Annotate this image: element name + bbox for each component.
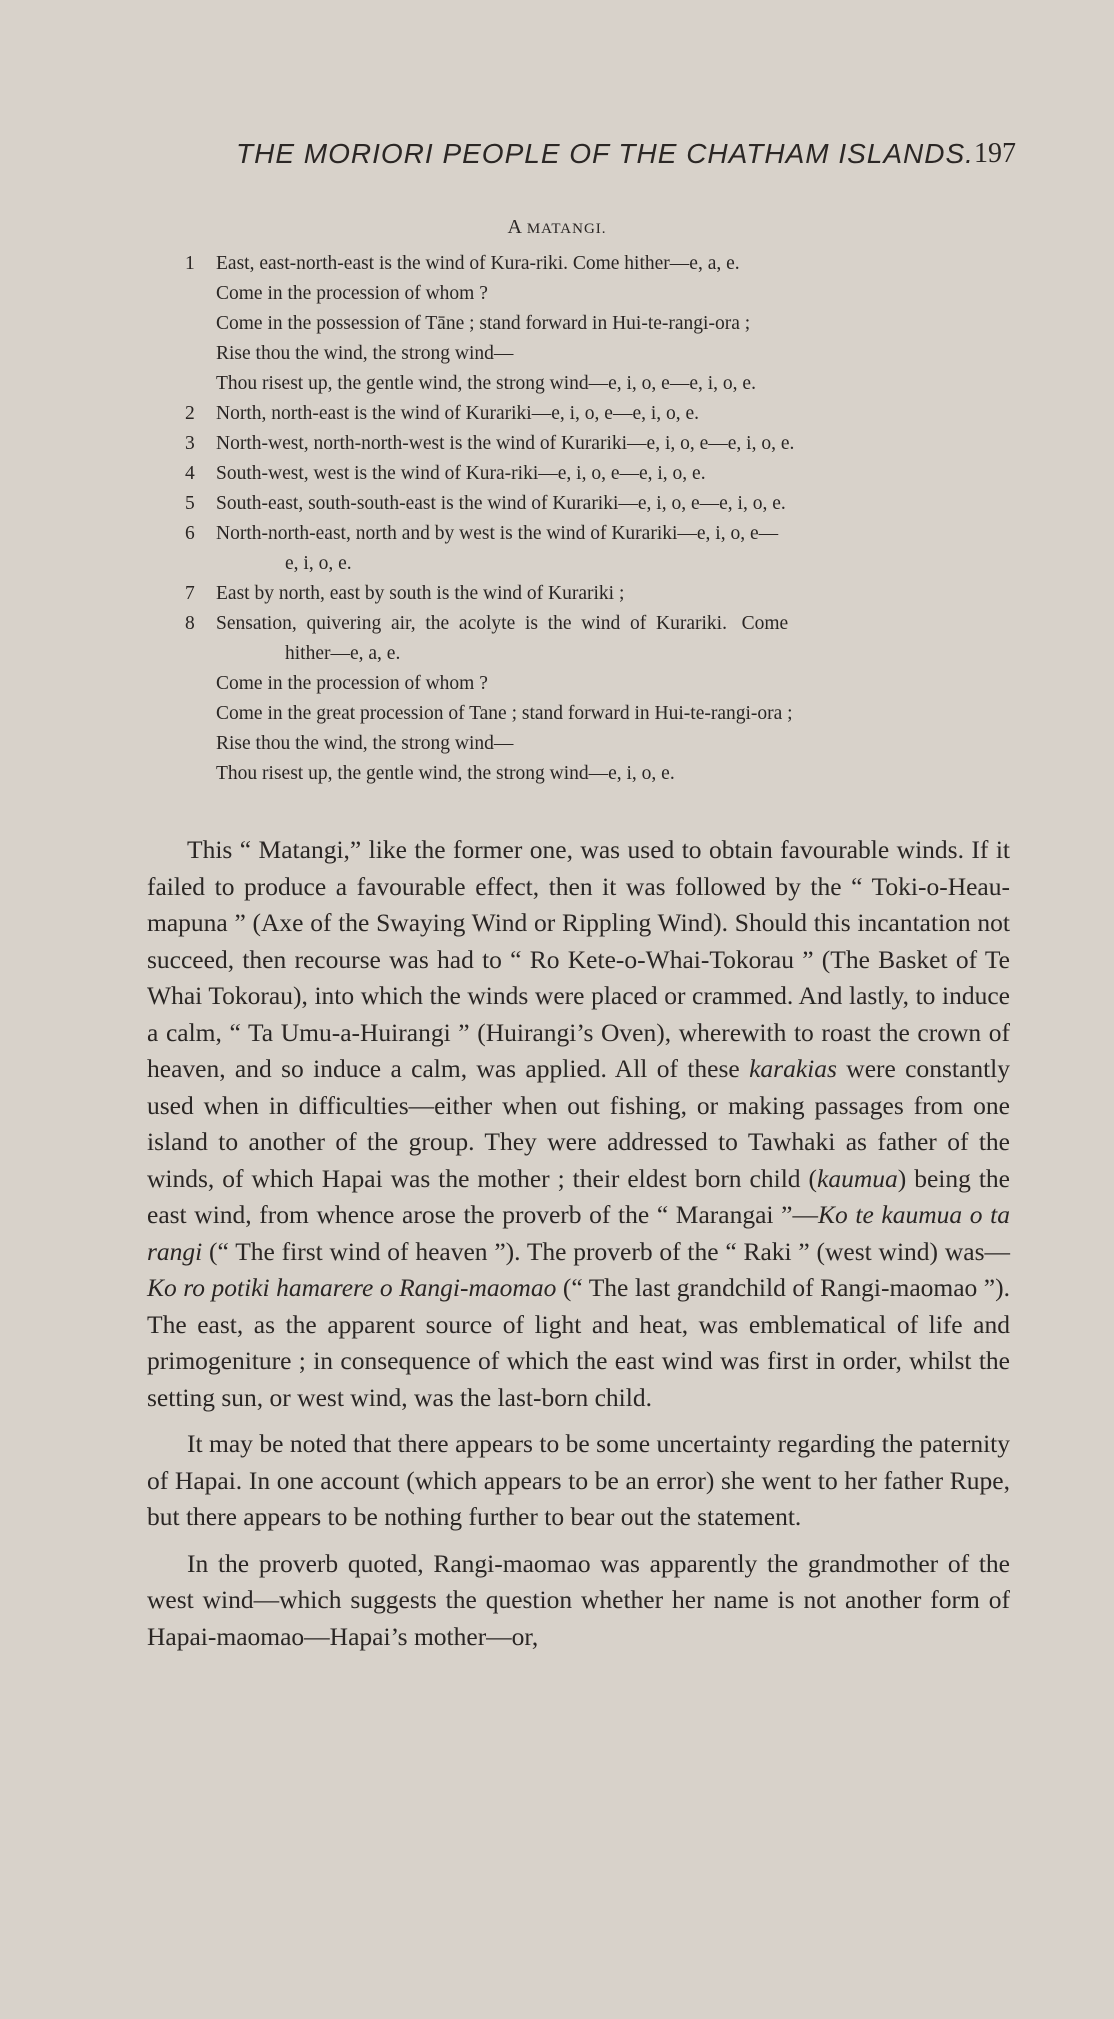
- verse-line: [185, 339, 1015, 369]
- italic-proverb: Ko ro potiki hamarere o Rangi-maomao: [147, 1273, 557, 1302]
- verse-line: [185, 399, 1015, 429]
- verse-text: North, north-east is the wind of Kurariki—e, i, o, e—e, i, o, e.: [216, 403, 700, 424]
- verse-text: South-west, west is the wind of Kura-riki—e, i, o, e—e, i, o, e.: [216, 463, 706, 484]
- verse-text: Come in the procession of whom ?: [216, 673, 488, 694]
- verse-number: 5: [185, 493, 195, 514]
- verse-line: [185, 279, 1015, 309]
- incantation-verses: [185, 249, 1015, 789]
- verse-text: East, east-north-east is the wind of Kura-riki. Come hither—e, a, e.: [216, 253, 740, 274]
- italic-term: karakias: [749, 1054, 837, 1083]
- verse-text: Come in the great procession of Tane ; stand forward in Hui-te-rangi-ora ;: [216, 703, 793, 724]
- verse-text: Rise thou the wind, the strong wind—: [216, 733, 514, 754]
- verse-text: East by north, east by south is the wind of Kurariki ;: [216, 583, 625, 604]
- verse-line: [185, 519, 1015, 549]
- italic-proverb: Ko te kaumua o ta rangi: [147, 1200, 1010, 1266]
- verse-number: 2: [185, 403, 195, 424]
- verse-text: Rise thou the wind, the strong wind—: [216, 343, 514, 364]
- verse-line: [185, 369, 1015, 399]
- paragraph-text: (“ The last grandchild of Rangi-maomao ”). The east, as the apparent source of light and heat, was emblematical of life and primogeniture ; in consequence of which the east wind was first in order, whilst the setting sun, or west wind, was the last-born child.: [147, 1273, 1010, 1412]
- paragraph-text: This “ Matangi,” like the former one, was used to obtain favourable winds. If it failed to produce a favourable effect, then it was followed by the “ Toki-o-Heau-mapuna ” (Axe of the Swaying Wind or Rippling Wind). Should this incantation not succeed, then recourse was had to “ Ro Kete-o-Whai-Tokorau ” (The Basket of Te Whai Tokorau), into which the winds were placed or crammed. And lastly, to induce a calm, “ Ta Umu-a-Huirangi ” (Huirangi’s Oven), wherewith to roast the crown of heaven, and so induce a calm, was applied. All of these: [147, 835, 1010, 1083]
- verse-text: South-east, south-south-east is the wind of Kurariki—e, i, o, e—e, i, o, e.: [216, 493, 786, 514]
- verse-line: [185, 639, 1015, 669]
- verse-line: [185, 669, 1015, 699]
- paragraph-text: were constantly used when in difficulties—either when out fishing, or making passages from one island to another of the group. They were addressed to Tawhaki as father of the winds, of which Hapai was the mother ; their eldest born child (: [147, 1054, 1010, 1193]
- page-number: 197: [974, 138, 1016, 169]
- paragraph: In the proverb quoted, Rangi-maomao was apparently the grandmother of the west wind—which suggests the question whether her name is not another form of Hapai-maomao—Hapai’s mother—or,: [147, 1548, 1010, 1651]
- verse-line: [185, 309, 1015, 339]
- verse-line: [185, 459, 1015, 489]
- song-title-rest: MATANGI.: [526, 221, 607, 237]
- verse-text: Sensation, quivering air, the acolyte is the wind of Kurariki. Come: [216, 613, 789, 634]
- paragraph: [147, 832, 1010, 1416]
- paragraph: It may be noted that there appears to be some uncertainty regarding the paternity of Hapai. In one account (which appears to be an error) she went to her father Rupe, but there appears to be nothing further to bear out the statement.: [147, 1429, 1010, 1531]
- paragraph-text: ) being the east wind, from whence arose the proverb of the “ Marangai ”—: [147, 1163, 1010, 1229]
- verse-text: North-west, north-north-west is the wind of Kurariki—e, i, o, e—e, i, o, e.: [216, 433, 795, 454]
- italic-term: kaumua: [817, 1163, 898, 1193]
- song-title: [0, 216, 1114, 239]
- verse-number: 7: [185, 583, 195, 604]
- verse-line: [185, 609, 1015, 639]
- verse-text: hither—e, a, e.: [285, 643, 401, 664]
- verse-number: 3: [185, 433, 195, 454]
- verse-number: 6: [185, 523, 195, 544]
- verse-line: [185, 729, 1015, 759]
- verse-line: [185, 489, 1015, 519]
- song-title-first: A: [507, 216, 522, 238]
- verse-text: North-north-east, north and by west is the wind of Kurariki—e, i, o, e—: [216, 523, 779, 544]
- verse-text: e, i, o, e.: [285, 553, 352, 574]
- verse-line: [185, 699, 1015, 729]
- verse-number: 1: [185, 253, 195, 274]
- verse-line: [185, 249, 1015, 279]
- verse-text: Thou risest up, the gentle wind, the strong wind—e, i, o, e.: [216, 763, 675, 784]
- verse-number: 4: [185, 463, 195, 484]
- running-title: THE MORIORI PEOPLE OF THE CHATHAM ISLANDS.: [236, 138, 974, 169]
- paragraph-text: (“ The first wind of heaven ”). The proverb of the “ Raki ” (west wind) was—: [202, 1236, 1010, 1266]
- body-text: [147, 832, 1010, 1665]
- verse-number: 8: [185, 613, 195, 634]
- verse-line: [185, 759, 1015, 789]
- verse-line: [185, 579, 1015, 609]
- verse-text: Thou risest up, the gentle wind, the strong wind—e, i, o, e—e, i, o, e.: [216, 373, 756, 394]
- verse-text: Come in the possession of Tāne ; stand forward in Hui-te-rangi-ora ;: [216, 313, 751, 334]
- verse-line: [185, 429, 1015, 459]
- page-header: [236, 138, 1016, 178]
- verse-line: [185, 549, 1015, 579]
- verse-text: Come in the procession of whom ?: [216, 283, 488, 304]
